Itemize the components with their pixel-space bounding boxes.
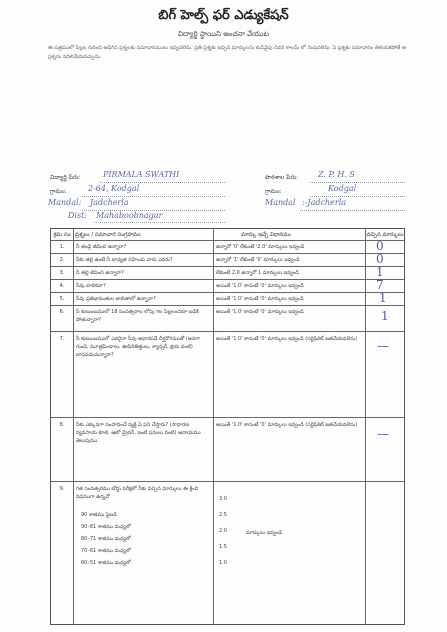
row-question: నీవు బాలికవా? (76, 283, 106, 289)
row-rule: ఉన్నారో '0' లేకుంటే '2.0' మార్కులు ఇవ్వండి (216, 244, 305, 250)
col-divider (213, 229, 214, 624)
row-mark: 0 (376, 252, 384, 266)
row-rule: అయితే '1.0' కాదంటే '0' మార్కులు ఇవ్వండి (216, 309, 304, 315)
row-mark: 1 (379, 291, 387, 305)
grade-item: 90 శాతము పైబడి (81, 512, 117, 518)
row-question: నీ కుటుంబములో 18 సంవత్సరాల లోపు గల పిల్లలందరూ బడికి పోతున్నారా? (76, 309, 199, 323)
district-value: Mahaboobnagar (96, 211, 163, 220)
row-divider (51, 240, 404, 241)
row-mark: — (377, 427, 389, 441)
name-label: విద్యార్థి పేరు: (50, 174, 81, 181)
page-title: బిగ్ హెల్ప్ ఫర్ ఎడ్యుకేషన్ (158, 8, 289, 23)
row-number: 7. (59, 336, 65, 342)
row-question: గత సంవత్సరము బోర్డు పరీక్షలో నీకు వచ్చిన మార్కులు ఈ క్రింది విధముగా ఉన్నవో (76, 486, 199, 500)
district-label: Dist: (68, 211, 87, 220)
header-rule: మార్కు ఇచ్చే విధానము (241, 232, 291, 238)
scale-value: 3.0 (219, 496, 227, 502)
school-underline (310, 182, 405, 183)
row-divider (51, 279, 404, 280)
row-question: నీవు ప్రతిభావంతుల జాబితాలో ఉన్నావా? (76, 296, 156, 302)
village-value: 2-64, Kodgal (88, 184, 140, 193)
row-question: నీ కుటుంబములో ఎవరైనా నీవు ఆధారపడే దీర్ఘరోగముతో (అనగా గుండె, మూత్రపిండాలు, ఊపిరితిత్తులు, క్యాన్సర్, క్షయ వంటి) బాధపడుచున్నారా? (76, 336, 200, 358)
row-number: 2. (59, 257, 65, 263)
row-question: నీ తండ్రి జీవించి ఉన్నారా? (76, 244, 127, 250)
row-divider (51, 266, 404, 267)
village2-label: గ్రామం: (265, 188, 282, 195)
row-number: 5. (59, 296, 65, 302)
name-value: PIRMALA SWATHI (103, 170, 180, 179)
row-divider (51, 417, 404, 418)
name-underline (100, 182, 225, 183)
row-divider (51, 481, 404, 482)
grade-item: 70–61 శాతము మధ్యలో (81, 548, 131, 554)
intro-paragraph: ఈ పత్రములో పిల్లల గురించి అడిగిన ప్రశ్నలకు సమాధానములు ఇవ్వవలెను. ప్రతి ప్రశ్నకు ఇచ్చిన మార్కులను కుడివైపు చివరి కాలమ్ లో నింపవలెను. ఏ ప్రశ్నకు సమాధానం తెలియకపోతే ఆ ప్రశ్నను వదిలివేయవచ్చును. (48, 45, 406, 60)
school-value: Z. P. H. S (318, 170, 355, 179)
row-mark: 1 (381, 309, 389, 323)
row-rule: అయితే '1.0' కాదంటే '0' మార్కులు ఇవ్వండి (216, 283, 304, 289)
grade-item: 90–81 శాతము మధ్యలో (81, 524, 131, 530)
scale-value: 2.5 (219, 512, 227, 518)
district-underline (94, 222, 225, 223)
village2-value: Kodgal (328, 184, 357, 193)
row-rule: అయితే '1.0' కాదంటే '0' మార్కులు ఇవ్వండి (216, 296, 304, 302)
row-number: 4. (59, 283, 65, 289)
mandal2-label: Mandal (265, 198, 296, 207)
row-mark: 7 (376, 278, 384, 292)
grade-item: 60–51 శాతము మధ్యలో (81, 560, 131, 566)
village-label: గ్రామం: (50, 188, 67, 195)
village2-underline (310, 196, 405, 197)
col-divider (365, 229, 366, 624)
row-number: 8. (59, 422, 65, 428)
row-rule: లేకుంటే 2.0 ఉన్నారో 1 మార్కులు ఇవ్వండి (216, 270, 299, 276)
page-subtitle: విద్యార్థి స్థాయిని అంచనా వేయుట (178, 30, 269, 38)
row-question: నీకు తల్లి ఉంటే నీ బాధ్యత వహించు వారు ఎవరు? (76, 257, 173, 263)
header-serial: క్రమ సం (53, 232, 71, 238)
header-marks: వచ్చిన మార్కులు (366, 232, 404, 238)
row-number: 3. (59, 270, 65, 276)
mandal2-value: :-Jadcherla (302, 198, 347, 207)
row-rule: అయితే '1.0' కాదంటే '0' మార్కులు ఇవ్వండి (సర్టిఫికెట్ జతచేయవలెను) (216, 336, 358, 342)
row-divider (51, 331, 404, 332)
village-underline (82, 196, 225, 197)
assessment-table (50, 228, 405, 625)
row-question: నీ తల్లి జీవించి ఉన్నారా? (76, 270, 124, 276)
mandal-label: Mandal: (48, 198, 82, 207)
scale-value: 1.5 (219, 544, 227, 550)
row-rule: మార్కులు ఇవ్వండి (246, 530, 283, 536)
row-question: నీకు ఎక్కువగా సంపాదించే వ్యక్తి ఏ పని చేస్తారు? (సాధారణ వ్యవసాయ కూలి, ఆటో డ్రైవర్, ఇంటి పనులు వంటి) ఆదాయము తెలుపుము. (76, 422, 201, 444)
row-mark: — (377, 339, 389, 353)
header-question: ప్రశ్నలు / సమాచార సంగ్రహము (75, 232, 141, 238)
row-number: 6. (59, 309, 65, 315)
col-divider (73, 229, 74, 624)
row-number: 1. (59, 244, 65, 250)
row-mark: 1 (376, 265, 384, 279)
school-label: పాఠశాల పేరు: (265, 174, 299, 181)
row-number: 9. (59, 486, 65, 492)
mandal-value: Jadcherla (90, 198, 129, 207)
row-rule: అయితే '1.0' కాదంటే '0' మార్కులు ఇవ్వండి (సర్టిఫికెట్ జతచేయవలెను) (216, 422, 358, 428)
row-divider (51, 305, 404, 306)
mandal2-underline (300, 210, 405, 211)
grade-item: 80–71 శాతము మధ్యలో (81, 536, 131, 542)
scale-value: 1.0 (219, 560, 227, 566)
row-divider (51, 253, 404, 254)
scale-value: 2.0 (219, 528, 227, 534)
row-divider (51, 292, 404, 293)
row-rule: ఉన్నారో '1' లేకుంటే '0' మార్కులు ఇవ్వండి (216, 257, 300, 263)
row-mark: 0 (376, 239, 384, 253)
